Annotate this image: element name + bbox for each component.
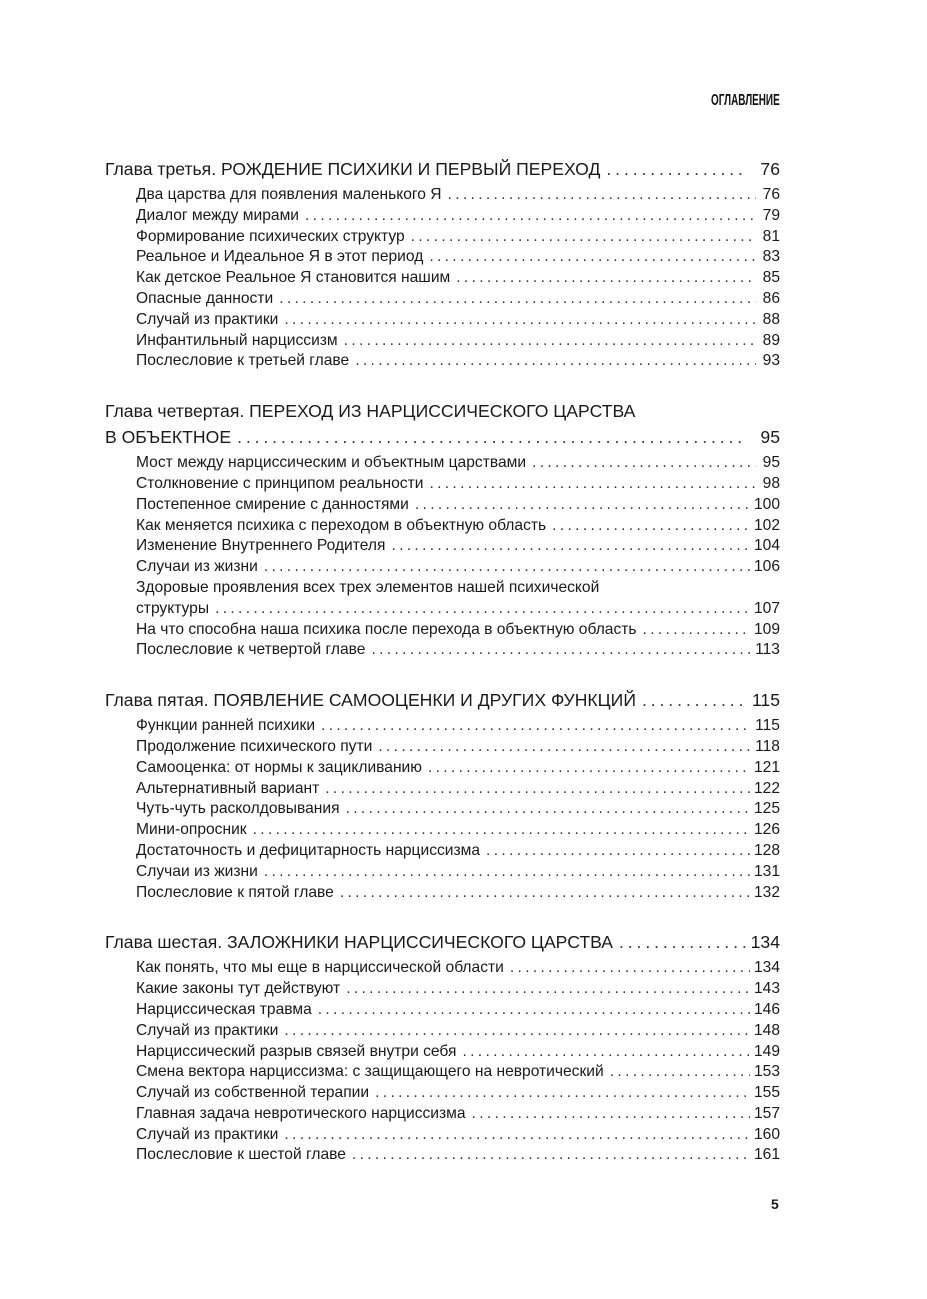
leader-dots: [284, 1021, 750, 1042]
leader-dots: [346, 799, 750, 820]
section-title: Опасные данности: [136, 289, 274, 307]
section-title: Постепенное смирение с данностями: [136, 495, 409, 513]
toc-section[interactable]: [105, 1021, 780, 1042]
section-title: На что способна наша психика после перехода в объектную область: [136, 620, 637, 638]
chapter-page: 115: [751, 690, 780, 711]
toc-section[interactable]: [105, 310, 780, 331]
toc-section[interactable]: [105, 640, 780, 661]
leader-dots: [411, 227, 756, 248]
section-page: 149: [753, 1042, 780, 1060]
section-page: 118: [755, 737, 780, 755]
section-title: Мост между нарциссическим и объектным царствами: [136, 454, 527, 472]
section-title: Главная задача невротического нарциссизма: [136, 1104, 466, 1122]
leader-dots: [355, 351, 756, 372]
leader-dots: [253, 820, 750, 841]
section-page: 131: [753, 862, 780, 880]
section-title: Самооценка: от нормы к зацикливанию: [136, 758, 422, 776]
leader-dots: [606, 156, 746, 182]
section-title: Случай из практики: [136, 1021, 279, 1039]
section-title: Как детское Реальное Я становится нашим: [136, 269, 451, 287]
toc-chapter: [105, 398, 780, 661]
section-page: 81: [762, 227, 780, 245]
leader-dots: [344, 331, 756, 352]
toc-section[interactable]: [105, 557, 780, 578]
leader-dots: [284, 1125, 750, 1146]
leader-dots: [429, 474, 756, 495]
section-page: 107: [753, 599, 780, 617]
section-title: Нарциссическая травма: [136, 1000, 312, 1018]
leader-dots: [375, 1083, 750, 1104]
toc-section[interactable]: [105, 495, 780, 516]
leader-dots: [462, 1042, 750, 1063]
section-page: 115: [755, 717, 780, 735]
leader-dots: [352, 1145, 750, 1166]
section-page: 160: [753, 1125, 780, 1143]
toc-chapter-heading-line1[interactable]: [105, 398, 780, 424]
section-title: Продолжение психического пути: [136, 737, 373, 755]
section-title: Инфантильный нарциссизм: [136, 331, 338, 349]
leader-dots: [284, 310, 756, 331]
section-title: Какие законы тут действуют: [136, 980, 341, 998]
leader-dots: [215, 599, 750, 620]
leader-dots: [448, 185, 756, 206]
section-page: 161: [753, 1146, 780, 1164]
toc-section[interactable]: [105, 289, 780, 310]
page-number: 5: [771, 1196, 779, 1212]
toc-chapter-heading-line2[interactable]: [105, 424, 780, 450]
section-page: 155: [753, 1084, 780, 1102]
toc-chapter-heading[interactable]: [105, 156, 780, 182]
toc-section[interactable]: [105, 799, 780, 820]
section-title: Случай из практики: [136, 310, 279, 328]
chapter-title-continued: В ОБЪЕКТНОЕ: [105, 427, 232, 448]
chapter-title: Глава шестая. ЗАЛОЖНИКИ НАРЦИССИЧЕСКОГО ЦАРСТВА: [105, 932, 613, 953]
toc-section[interactable]: [105, 841, 780, 862]
toc-section[interactable]: [105, 716, 780, 737]
toc-section[interactable]: [105, 1145, 780, 1166]
toc-section[interactable]: [105, 268, 780, 289]
section-page: 109: [753, 620, 780, 638]
leader-dots: [237, 424, 746, 450]
section-page: 153: [753, 1063, 780, 1081]
leader-dots: [415, 495, 750, 516]
section-page: 104: [753, 537, 780, 555]
toc-section[interactable]: [105, 620, 780, 641]
section-page: 106: [753, 558, 780, 576]
section-page: 148: [753, 1021, 780, 1039]
toc-section[interactable]: [105, 185, 780, 206]
section-title: Как меняется психика с переходом в объектную область: [136, 516, 547, 534]
section-page: 98: [762, 474, 780, 492]
toc-section[interactable]: [105, 883, 780, 904]
toc-section[interactable]: [105, 1000, 780, 1021]
section-page: 146: [753, 1000, 780, 1018]
toc-section-line1[interactable]: [105, 578, 780, 599]
section-page: 121: [753, 758, 780, 776]
section-page: 102: [753, 516, 780, 534]
section-page: 125: [753, 800, 780, 818]
leader-dots: [510, 958, 750, 979]
leader-dots: [305, 206, 756, 227]
section-page: 132: [753, 883, 780, 901]
section-title: Альтернативный вариант: [136, 779, 320, 797]
leader-dots: [486, 841, 750, 862]
section-title: Послесловие к четвертой главе: [136, 641, 366, 659]
table-of-contents: [105, 156, 780, 1192]
leader-dots: [643, 620, 750, 641]
toc-section[interactable]: [105, 758, 780, 779]
leader-dots: [346, 979, 750, 1000]
section-title: Функции ранней психики: [136, 717, 316, 735]
section-title: Изменение Внутреннего Родителя: [136, 537, 386, 555]
section-title-continued: структуры: [136, 599, 210, 617]
section-page: 86: [762, 289, 780, 307]
section-page: 128: [753, 841, 780, 859]
toc-section[interactable]: [105, 331, 780, 352]
leader-dots: [391, 536, 750, 557]
section-title: Мини-опросник: [136, 821, 247, 839]
leader-dots: [340, 883, 750, 904]
section-page: 79: [762, 206, 780, 224]
section-page: 85: [762, 269, 780, 287]
toc-section[interactable]: [105, 227, 780, 248]
toc-section[interactable]: [105, 1083, 780, 1104]
section-title: Достаточность и дефицитарность нарциссизма: [136, 841, 481, 859]
leader-dots: [378, 737, 751, 758]
section-page: 93: [762, 352, 780, 370]
chapter-page: 95: [760, 427, 780, 448]
section-page: 88: [762, 310, 780, 328]
toc-section[interactable]: [105, 516, 780, 537]
section-page: 76: [762, 186, 780, 203]
section-title: Случай из практики: [136, 1125, 279, 1143]
leader-dots: [428, 758, 750, 779]
section-title: Нарциссический разрыв связей внутри себя: [136, 1042, 457, 1060]
leader-dots: [456, 268, 756, 289]
section-page: 89: [762, 331, 780, 349]
leader-dots: [532, 453, 756, 474]
toc-section[interactable]: [105, 1125, 780, 1146]
running-head: ОГЛАВЛЕНИЕ: [711, 92, 780, 109]
chapter-page: 76: [760, 159, 780, 179]
leader-dots: [264, 862, 750, 883]
toc-section[interactable]: [105, 536, 780, 557]
toc-chapter: [105, 929, 780, 1166]
leader-dots: [619, 929, 746, 955]
toc-section[interactable]: [105, 1062, 780, 1083]
section-page: 100: [753, 495, 780, 513]
toc-section[interactable]: [105, 247, 780, 268]
chapter-title: Глава пятая. ПОЯВЛЕНИЕ САМООЦЕНКИ И ДРУГИХ ФУНКЦИЙ: [105, 690, 636, 711]
section-page: 134: [753, 959, 780, 977]
section-title: Послесловие к шестой главе: [136, 1146, 346, 1164]
leader-dots: [321, 716, 751, 737]
section-page: 143: [753, 980, 780, 998]
leader-dots: [318, 1000, 750, 1021]
toc-section[interactable]: [105, 1042, 780, 1063]
section-page: 95: [762, 454, 780, 472]
chapter-page: 134: [750, 932, 780, 953]
leader-dots: [279, 289, 756, 310]
leader-dots: [371, 640, 751, 661]
section-title: Диалог между мирами: [136, 206, 299, 224]
toc-section[interactable]: [105, 958, 780, 979]
section-title: Послесловие к пятой главе: [136, 883, 334, 901]
section-title: Послесловие к третьей главе: [136, 352, 350, 370]
toc-section-line2[interactable]: [105, 599, 780, 620]
section-page: 122: [753, 779, 780, 797]
section-title: Здоровые проявления всех трех элементов нашей психической: [136, 578, 600, 596]
section-title: Как понять, что мы еще в нарциссической области: [136, 959, 504, 977]
toc-section[interactable]: [105, 206, 780, 227]
section-page: 126: [753, 821, 780, 839]
leader-dots: [472, 1104, 750, 1125]
section-page: 83: [762, 248, 780, 266]
toc-section[interactable]: [105, 862, 780, 883]
toc-chapter: [105, 156, 780, 372]
section-title: Случаи из жизни: [136, 862, 258, 880]
toc-chapter-heading[interactable]: [105, 687, 780, 713]
section-title: Чуть-чуть расколдовывания: [136, 800, 340, 818]
section-title: Случаи из жизни: [136, 558, 258, 576]
leader-dots: [264, 557, 750, 578]
section-page: 157: [753, 1104, 780, 1122]
leader-dots: [429, 247, 756, 268]
section-title: Реальное и Идеальное Я в этот период: [136, 248, 424, 266]
section-title: Смена вектора нарциссизма: с защищающего на невротический: [136, 1063, 604, 1081]
chapter-title: Глава четвертая. ПЕРЕХОД ИЗ НАРЦИССИЧЕСКОГО ЦАРСТВА: [105, 401, 636, 422]
toc-chapter-heading[interactable]: [105, 929, 780, 955]
toc-section[interactable]: [105, 779, 780, 800]
toc-section[interactable]: [105, 820, 780, 841]
toc-section[interactable]: [105, 1104, 780, 1125]
leader-dots: [325, 779, 750, 800]
section-title: Формирование психических структур: [136, 227, 405, 245]
section-title: Два царства для появления маленького Я: [136, 186, 442, 203]
leader-dots: [610, 1062, 750, 1083]
toc-section[interactable]: [105, 453, 780, 474]
toc-section[interactable]: [105, 979, 780, 1000]
toc-section[interactable]: [105, 351, 780, 372]
section-title: Столкновение с принципом реальности: [136, 474, 424, 492]
leader-dots: [552, 516, 750, 537]
toc-section[interactable]: [105, 474, 780, 495]
chapter-title: Глава третья. РОЖДЕНИЕ ПСИХИКИ И ПЕРВЫЙ ПЕРЕХОД: [105, 159, 601, 179]
toc-section[interactable]: [105, 737, 780, 758]
section-page: 113: [755, 641, 780, 659]
toc-chapter: [105, 687, 780, 903]
section-title: Случай из собственной терапии: [136, 1084, 370, 1102]
leader-dots: [642, 687, 746, 713]
